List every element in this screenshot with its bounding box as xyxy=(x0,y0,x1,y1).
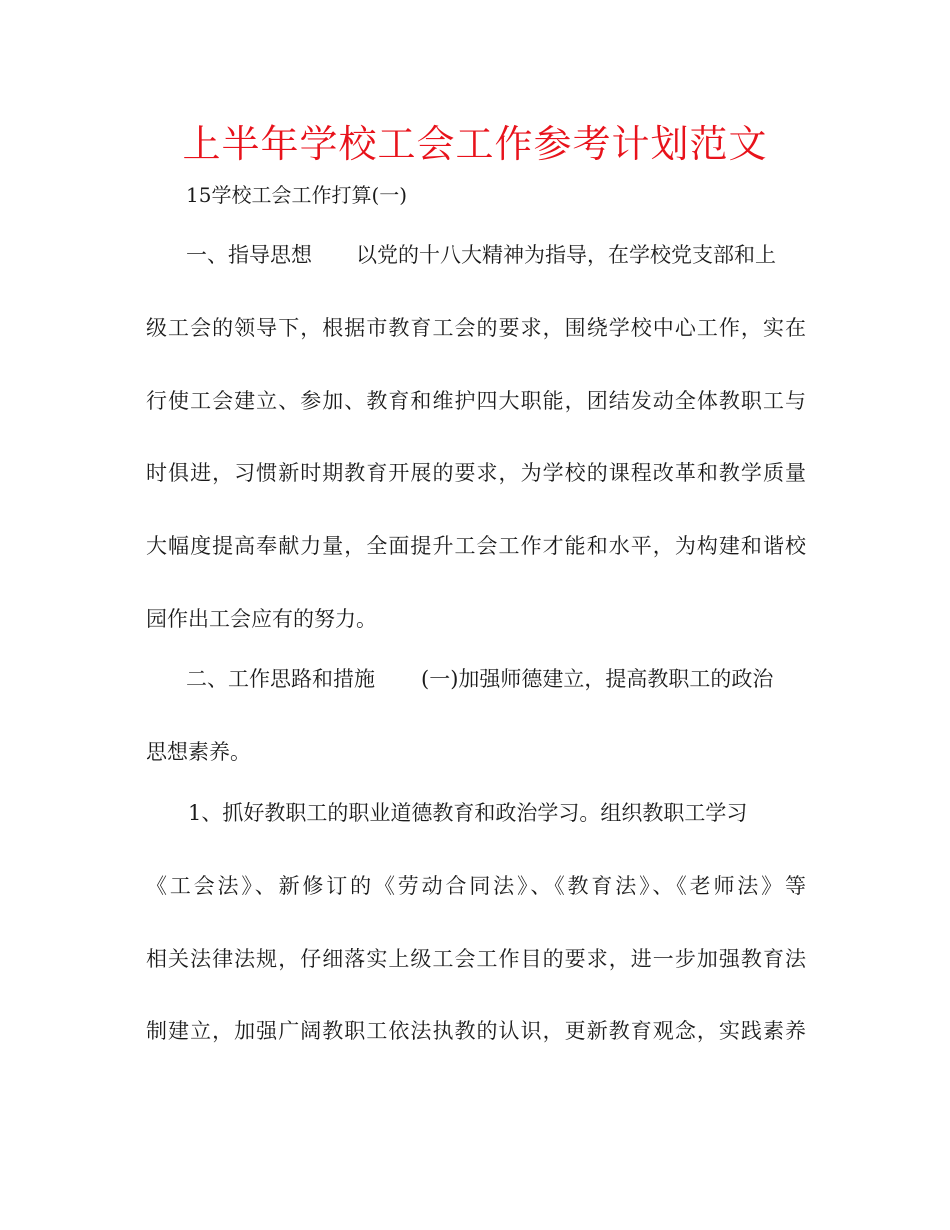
paragraph-line xyxy=(186,664,773,694)
document-title: 上半年学校工会工作参考计划范文 xyxy=(182,122,768,166)
paragraph-line: 时俱进，习惯新时期教育开展的要求，为学校的课程改革和教学质量 xyxy=(146,461,806,485)
paragraph-line xyxy=(186,240,776,270)
paragraph-line: 思想素养。 xyxy=(146,740,251,764)
paragraph-line: 1、抓好教职工的职业道德教育和政治学习。组织教职工学习 xyxy=(188,801,748,825)
paragraph-line: 园作出工会应有的努力。 xyxy=(146,607,377,631)
paragraph-line: 相关法律法规，仔细落实上级工会工作目的要求，进一步加强教育法 xyxy=(146,947,806,971)
paragraph-line: 大幅度提高奉献力量，全面提升工会工作才能和水平，为构建和谐校 xyxy=(146,534,806,558)
paragraph-line: 《工会法》、新修订的《劳动合同法》、《教育法》、《老师法》等 xyxy=(146,874,806,898)
paragraph-line: 行使工会建立、参加、教育和维护四大职能，团结发动全体教职工与 xyxy=(146,389,806,413)
section-heading: 二、工作思路和措施 xyxy=(186,667,375,691)
paragraph-line: 级工会的领导下，根据市教育工会的要求，围绕学校中心工作，实在 xyxy=(146,316,806,340)
document-subtitle: 15学校工会工作打算(一) xyxy=(186,183,408,207)
paragraph-text: 以党的十八大精神为指导，在学校党支部和上 xyxy=(356,243,776,267)
paragraph-line: 制建立，加强广阔教职工依法执教的认识，更新教育观念，实践素养 xyxy=(146,1019,806,1043)
paragraph-text: (一)加强师德建立，提高教职工的政治 xyxy=(421,667,774,691)
section-heading: 一、指导思想 xyxy=(186,243,312,267)
